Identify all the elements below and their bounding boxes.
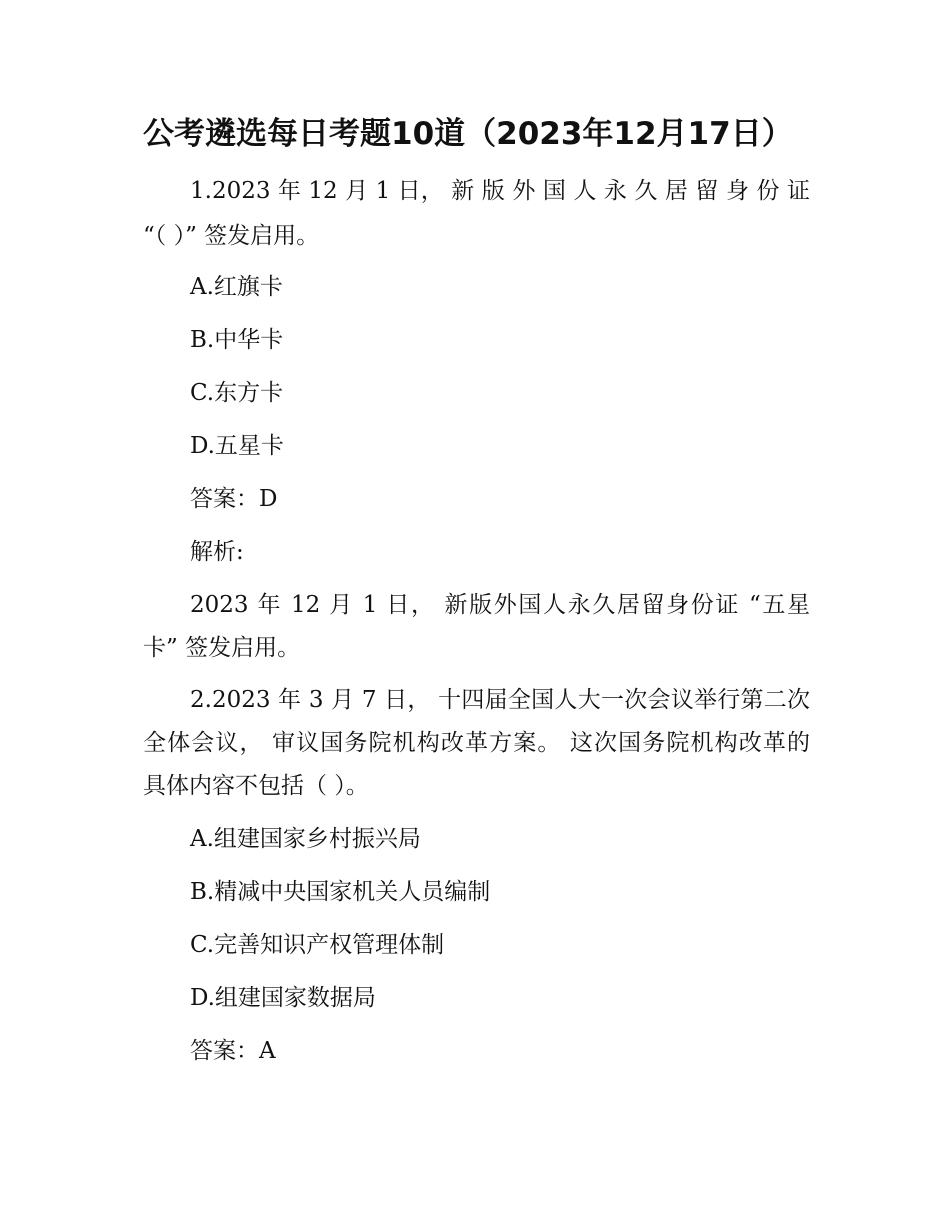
q2-stem-line-3: 具体内容不包括（ ）。 bbox=[143, 773, 369, 799]
q2-answer: 答案：A bbox=[190, 1038, 276, 1064]
q2-stem-line-1: 2.2023 年 3 月 7 日， 十四届全国人大一次会议举行第二次 bbox=[190, 687, 810, 713]
q2-option-c: C.完善知识产权管理体制 bbox=[190, 932, 445, 958]
document-title: 公考遴选每日考题10道（2023年12月17日） bbox=[143, 116, 793, 152]
q1-analysis-line-1: 2023 年 12 月 1 日， 新版外国人永久居留身份证 “五星 bbox=[190, 592, 810, 618]
q1-analysis-line-2: 卡” 签发启用。 bbox=[143, 635, 301, 661]
q1-option-d: D.五星卡 bbox=[190, 433, 284, 459]
q1-option-b: B.中华卡 bbox=[190, 327, 284, 353]
q2-option-b: B.精减中央国家机关人员编制 bbox=[190, 879, 491, 905]
q1-stem-line-2: “（ ）” 签发启用。 bbox=[143, 223, 320, 249]
q2-option-d: D.组建国家数据局 bbox=[190, 985, 376, 1011]
q2-stem-line-2: 全体会议， 审议国务院机构改革方案。 这次国务院机构改革的 bbox=[143, 730, 810, 756]
q1-option-c: C.东方卡 bbox=[190, 380, 284, 406]
q1-stem-line-1: 1.2023 年 12 月 1 日， 新 版 外 国 人 永 久 居 留 身 份 证 bbox=[190, 178, 810, 204]
q2-option-a: A.组建国家乡村振兴局 bbox=[190, 826, 421, 852]
q1-answer: 答案：D bbox=[190, 486, 278, 512]
q1-option-a: A.红旗卡 bbox=[190, 274, 283, 300]
q1-analysis-label: 解析: bbox=[190, 539, 244, 565]
